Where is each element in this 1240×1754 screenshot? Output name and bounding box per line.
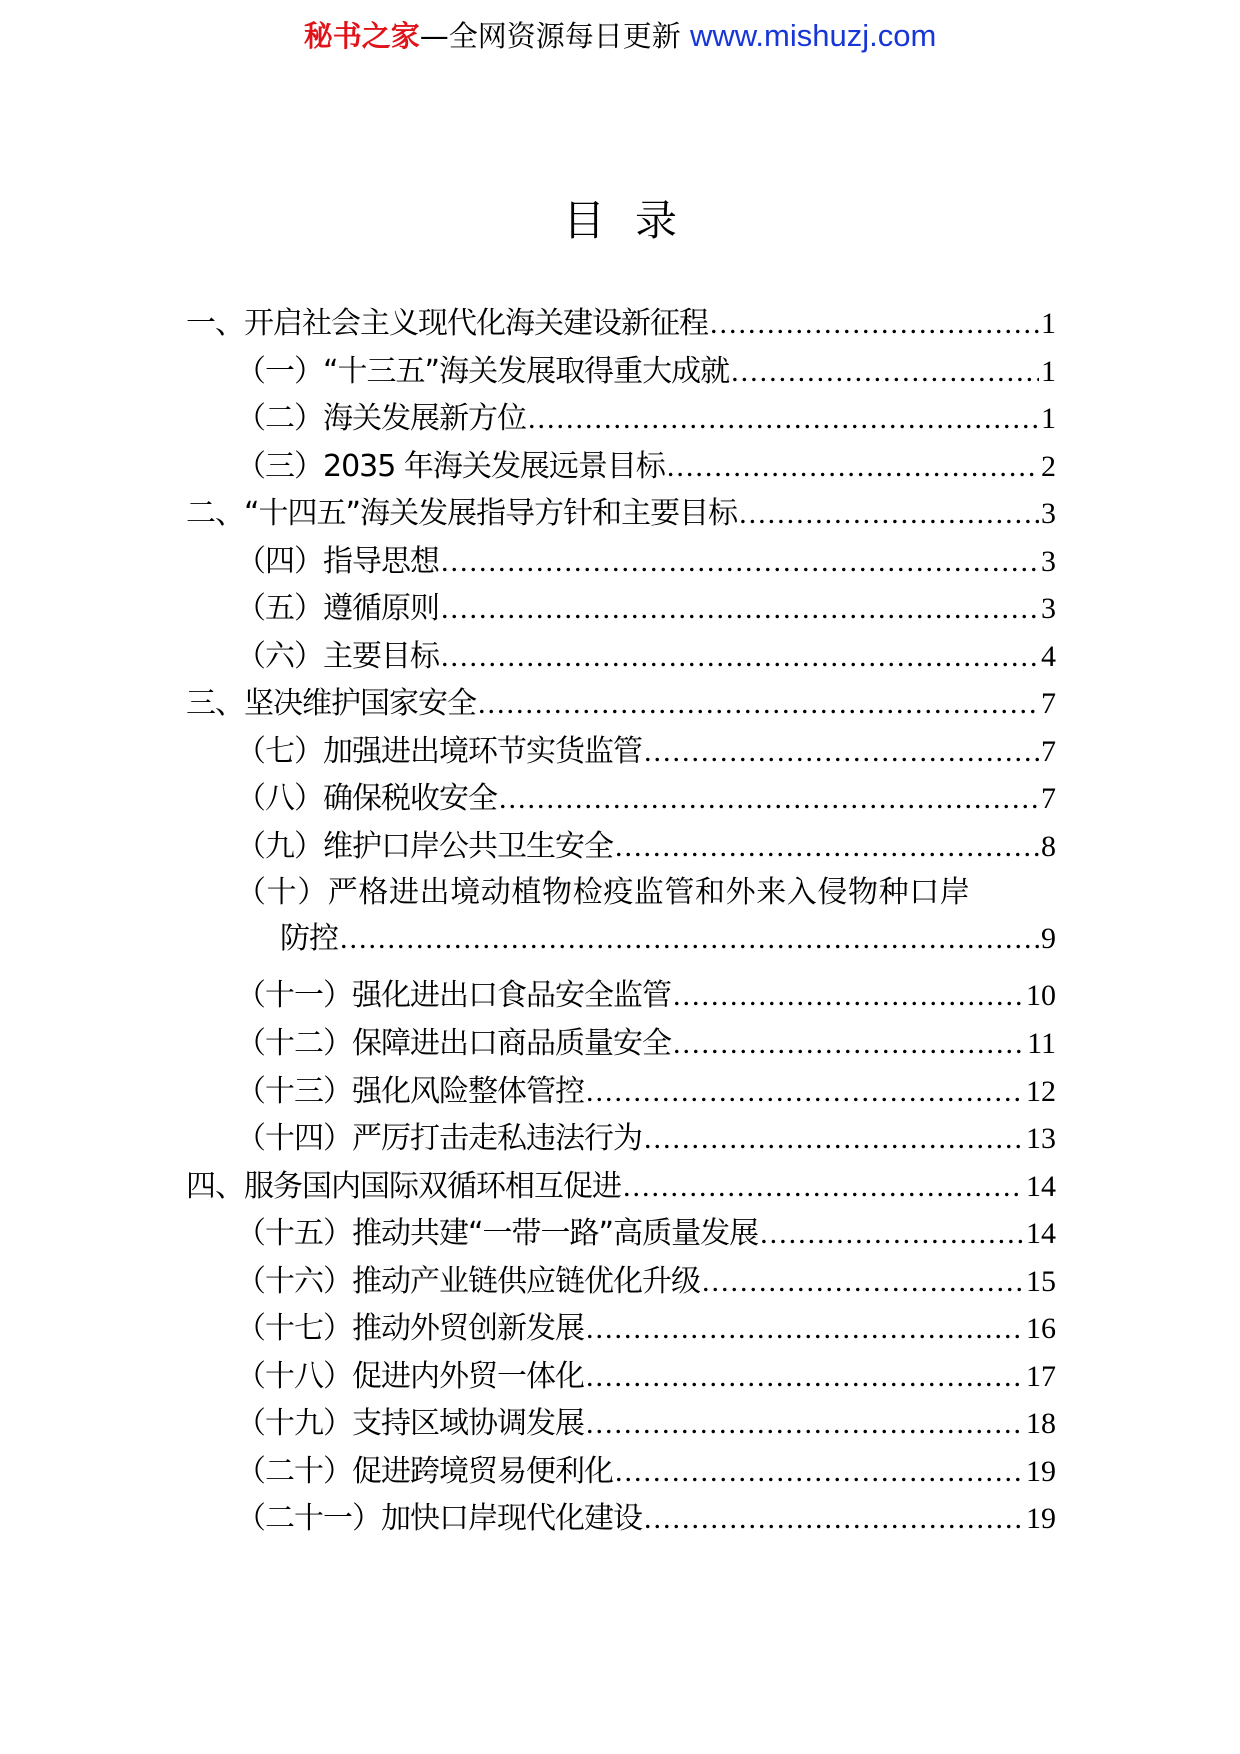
toc-entry-label: （七）加强进出境环节实货监管 bbox=[236, 733, 642, 769]
toc-entry-label: 四、服务国内国际双循环相互促进 bbox=[186, 1168, 621, 1204]
toc-entry-section-14[interactable] bbox=[186, 1115, 1056, 1163]
dot-leader bbox=[441, 633, 1039, 681]
toc-page-number: 19 bbox=[1026, 1502, 1056, 1535]
brand-name: 秘书之家 bbox=[303, 19, 420, 53]
toc-entry-label: （十五）推动共建“一带一路”高质量发展 bbox=[236, 1216, 759, 1251]
toc-entry-chapter-4[interactable] bbox=[186, 1163, 1056, 1211]
toc-page-number: 1 bbox=[1041, 354, 1056, 388]
dot-leader bbox=[441, 538, 1039, 586]
site-header bbox=[0, 14, 1240, 58]
toc-entry-label: 一、开启社会主义现代化海关建设新征程 bbox=[186, 306, 708, 341]
dot-leader bbox=[673, 972, 1024, 1020]
toc-page-number: 17 bbox=[1026, 1359, 1056, 1393]
toc-entry-section-19[interactable] bbox=[186, 1400, 1056, 1448]
toc-entry-section-11[interactable] bbox=[186, 972, 1056, 1020]
toc-entry-label: （十三）强化风险整体管控 bbox=[236, 1073, 584, 1109]
toc-page-number: 14 bbox=[1026, 1217, 1056, 1250]
toc-entry-label: （四）指导思想 bbox=[236, 543, 439, 579]
toc-entry-section-7[interactable] bbox=[186, 728, 1056, 776]
toc-page-number: 3 bbox=[1041, 592, 1056, 625]
toc-entry-label: （十九）支持区域协调发展 bbox=[236, 1406, 584, 1441]
toc-entry-label: （十四）严厉打击走私违法行为 bbox=[236, 1121, 642, 1156]
toc-entry-label: （二十）促进跨境贸易便利化 bbox=[236, 1453, 613, 1489]
toc-entry-section-10[interactable] bbox=[186, 870, 1056, 972]
toc-page-number: 3 bbox=[1041, 497, 1056, 530]
toc-entry-section-21[interactable] bbox=[186, 1495, 1056, 1543]
toc-entry-section-5[interactable] bbox=[186, 585, 1056, 633]
toc-page-number: 19 bbox=[1026, 1454, 1056, 1488]
dot-leader bbox=[731, 348, 1039, 396]
toc-entry-section-13[interactable] bbox=[186, 1068, 1056, 1116]
toc-entry-label: （三）2035 年海关发展远景目标 bbox=[236, 448, 665, 484]
dot-leader bbox=[623, 1163, 1024, 1211]
toc-entry-chapter-3[interactable] bbox=[186, 680, 1056, 728]
toc-entry-label: 三、坚决维护国家安全 bbox=[186, 686, 476, 721]
toc-page-number: 1 bbox=[1041, 402, 1056, 435]
dot-leader bbox=[586, 1305, 1024, 1353]
toc-entry-label: （八）确保税收安全 bbox=[236, 781, 497, 816]
dot-leader bbox=[644, 1115, 1024, 1163]
dot-leader bbox=[499, 775, 1039, 823]
header-slogan: —全网资源每日更新 bbox=[419, 19, 681, 53]
toc-page-number: 2 bbox=[1041, 449, 1056, 483]
toc-entry-chapter-2[interactable] bbox=[186, 490, 1056, 538]
dot-leader bbox=[441, 585, 1039, 633]
toc-page-number: 14 bbox=[1026, 1169, 1056, 1203]
dot-leader bbox=[615, 1448, 1024, 1496]
dot-leader bbox=[586, 1068, 1024, 1116]
toc-entry-label: （十二）保障进出口商品质量安全 bbox=[236, 1026, 671, 1061]
dot-leader bbox=[739, 490, 1039, 538]
toc-entry-label: （十七）推动外贸创新发展 bbox=[236, 1311, 584, 1346]
toc-page-number: 18 bbox=[1026, 1407, 1056, 1440]
dot-leader bbox=[340, 916, 1039, 962]
toc-entry-label: （一）“十三五”海关发展取得重大成就 bbox=[236, 353, 730, 389]
toc-page-number: 16 bbox=[1026, 1312, 1056, 1345]
toc-page-number: 9 bbox=[1041, 922, 1056, 955]
site-url-link[interactable]: www.mishuzj.com bbox=[689, 18, 937, 53]
toc-entry-label: （九）维护口岸公共卫生安全 bbox=[236, 828, 613, 864]
dot-leader bbox=[702, 1258, 1024, 1306]
dot-leader bbox=[615, 823, 1039, 871]
toc-page-number: 3 bbox=[1041, 544, 1056, 578]
toc-page-number: 7 bbox=[1041, 734, 1056, 768]
toc-entry-section-6[interactable] bbox=[186, 633, 1056, 681]
toc-page-number: 11 bbox=[1027, 1027, 1056, 1060]
dot-leader bbox=[644, 1495, 1024, 1543]
toc-entry-section-16[interactable] bbox=[186, 1258, 1056, 1306]
dot-leader bbox=[667, 443, 1039, 491]
toc-entry-label: （十八）促进内外贸一体化 bbox=[236, 1358, 584, 1394]
toc-entry-section-20[interactable] bbox=[186, 1448, 1056, 1496]
toc-entry-section-18[interactable] bbox=[186, 1353, 1056, 1401]
toc-entry-chapter-1[interactable] bbox=[186, 300, 1056, 348]
toc-entry-label: （二）海关发展新方位 bbox=[236, 401, 526, 436]
toc-entry-section-2[interactable] bbox=[186, 395, 1056, 443]
toc-entry-label: （五）遵循原则 bbox=[236, 591, 439, 626]
toc-entry-label-line1: （十）严格进出境动植物检疫监管和外来入侵物种口岸 bbox=[236, 875, 971, 910]
toc-page-number: 8 bbox=[1041, 829, 1056, 863]
toc-page-number: 13 bbox=[1026, 1122, 1056, 1155]
toc-entry-section-4[interactable] bbox=[186, 538, 1056, 586]
toc-page-number: 15 bbox=[1026, 1264, 1056, 1298]
toc-entry-section-15[interactable] bbox=[186, 1210, 1056, 1258]
toc-entry-section-12[interactable] bbox=[186, 1020, 1056, 1068]
toc-entry-label: （六）主要目标 bbox=[236, 638, 439, 674]
toc-entry-label: （二十一）加快口岸现代化建设 bbox=[236, 1501, 642, 1536]
toc-page-number: 10 bbox=[1026, 979, 1056, 1012]
toc-page-number: 1 bbox=[1041, 307, 1056, 340]
dot-leader bbox=[644, 728, 1039, 776]
dot-leader bbox=[760, 1210, 1024, 1258]
toc-page-number: 7 bbox=[1041, 687, 1056, 720]
toc-entry-section-8[interactable] bbox=[186, 775, 1056, 823]
toc-entry-label-line2: 防控 bbox=[280, 921, 338, 956]
dot-leader bbox=[586, 1353, 1024, 1401]
toc-page-number: 4 bbox=[1041, 639, 1056, 673]
toc-page-number: 12 bbox=[1026, 1074, 1056, 1108]
dot-leader bbox=[673, 1020, 1025, 1068]
toc-entry-section-9[interactable] bbox=[186, 823, 1056, 871]
toc-entry-label: （十六）推动产业链供应链优化升级 bbox=[236, 1263, 700, 1299]
toc-entry-section-3[interactable] bbox=[186, 443, 1056, 491]
dot-leader bbox=[586, 1400, 1024, 1448]
table-of-contents bbox=[186, 300, 1056, 1543]
dot-leader bbox=[710, 300, 1039, 348]
toc-page-number: 7 bbox=[1041, 782, 1056, 815]
toc-entry-section-17[interactable] bbox=[186, 1305, 1056, 1353]
toc-entry-label: （十一）强化进出口食品安全监管 bbox=[236, 978, 671, 1013]
page-title: 目录 bbox=[562, 196, 707, 245]
dot-leader bbox=[528, 395, 1039, 443]
toc-entry-section-1[interactable] bbox=[186, 348, 1056, 396]
toc-entry-label: 二、“十四五”海关发展指导方针和主要目标 bbox=[186, 496, 738, 531]
dot-leader bbox=[478, 680, 1039, 728]
